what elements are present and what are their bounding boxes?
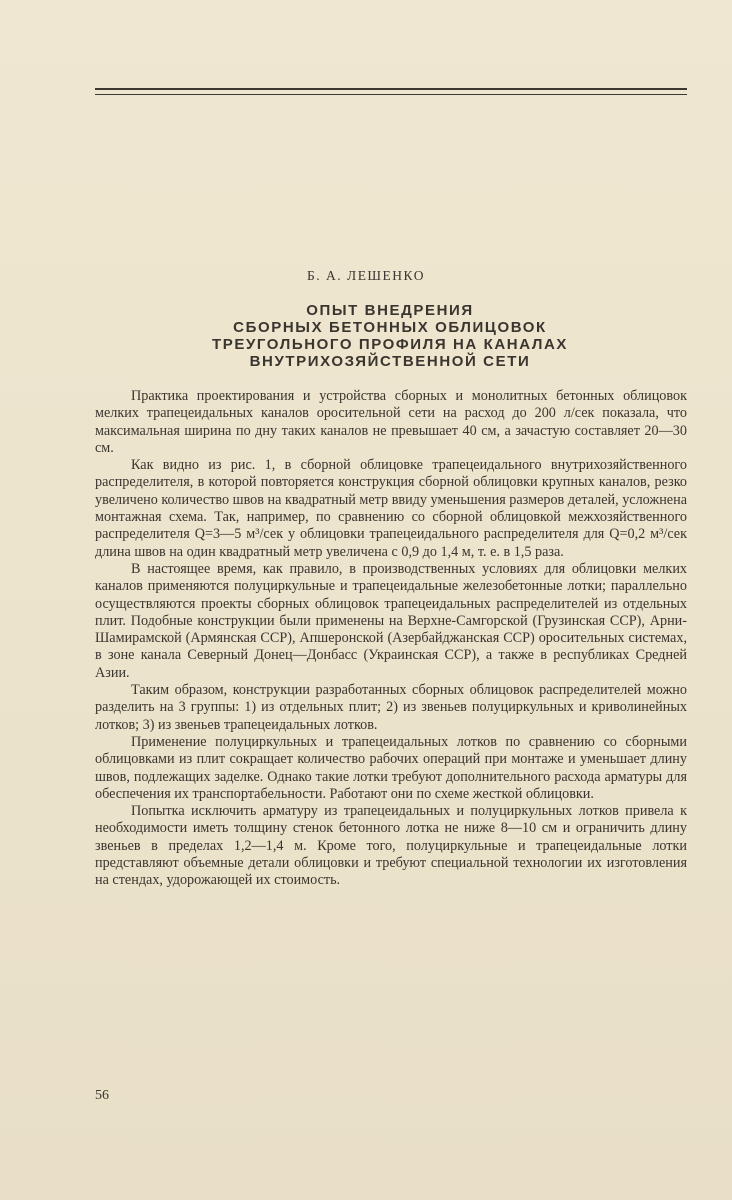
- title-line: ТРЕУГОЛЬНОГО ПРОФИЛЯ НА КАНАЛАХ: [212, 336, 568, 353]
- title-line: ОПЫТ ВНЕДРЕНИЯ: [306, 302, 474, 319]
- paragraph: Практика проектирования и устройства сборных и монолитных бетонных облицовок мелких трапецеидальных каналов оросительной сети на расход до 200 л/сек показала, что максимальная ширина по дну таких каналов не превышает 40 см, а зачастую составляет 20—30 см.: [95, 388, 687, 456]
- title-line: ВНУТРИХОЗЯЙСТВЕННОЙ СЕТИ: [249, 353, 531, 370]
- article-body: [95, 388, 687, 890]
- page-number: 56: [95, 1088, 109, 1103]
- header-rule-top: [95, 88, 687, 90]
- paragraph: Попытка исключить арматуру из трапецеидальных и полуциркульных лотков привела к необходимости иметь толщину стенок бетонного лотка не ниже 8—10 см и ограничить длину звеньев в пределах 1,2—1,4 м. Кроме того, полуциркульные и трапецеидальные лотки представляют объемные детали облицовки и требуют специальной технологии их изготовления на стендах, удорожающей их стоимость.: [95, 803, 687, 889]
- header-rule-bottom: [95, 94, 687, 95]
- article-author: Б. А. ЛЕШЕНКО: [307, 268, 425, 283]
- title-line: СБОРНЫХ БЕТОННЫХ ОБЛИЦОВОК: [233, 319, 547, 336]
- paragraph: Таким образом, конструкции разработанных сборных облицовок распределителей можно разделить на 3 группы: 1) из отдельных плит; 2) из звеньев полуциркульных и криволинейных лотков; 3) из звеньев трапецеидальных лотков.: [95, 682, 687, 733]
- paragraph: В настоящее время, как правило, в производственных условиях для облицовки мелких каналов применяются полуциркульные и трапецеидальные железобетонные лотки; параллельно осуществляются проекты сборных облицовок трапецеидальных распределителей из отдельных плит. Подобные конструкции были применены на Верхне-Самгорской (Грузинская ССР), Арни-Шамирамской (Армянская ССР), Апшеронской (Азербайджанская ССР) оросительных системах, в зоне канала Северный Донец—Донбасс (Украинская ССР), а также в республиках Средней Азии.: [95, 560, 687, 681]
- article-title: [120, 302, 660, 370]
- paragraph: Применение полуциркульных и трапецеидальных лотков по сравнению со сборными облицовками из плит сокращает количество рабочих операций при монтаже и уменьшает длину швов, подлежащих заделке. Однако такие лотки требуют дополнительного расхода арматуры для обеспечения их транспортабельности. Работают они по схеме жесткой облицовки.: [95, 733, 687, 802]
- paragraph: Как видно из рис. 1, в сборной облицовке трапецеидального внутрихозяйственного распределителя, в которой повторяется конструкция сборной облицовки крупных каналов, резко увеличено количество швов на квадратный метр ввиду уменьшения размеров деталей, усложнена монтажная схема. Так, например, по сравнению со сборной облицовкой межхозяйственного распределителя Q=3—5 м³/сек у облицовки трапецеидального распределителя для Q=0,2 м³/сек длина швов на один квадратный метр увеличена с 0,9 до 1,4 м, т. е. в 1,5 раза.: [95, 457, 687, 560]
